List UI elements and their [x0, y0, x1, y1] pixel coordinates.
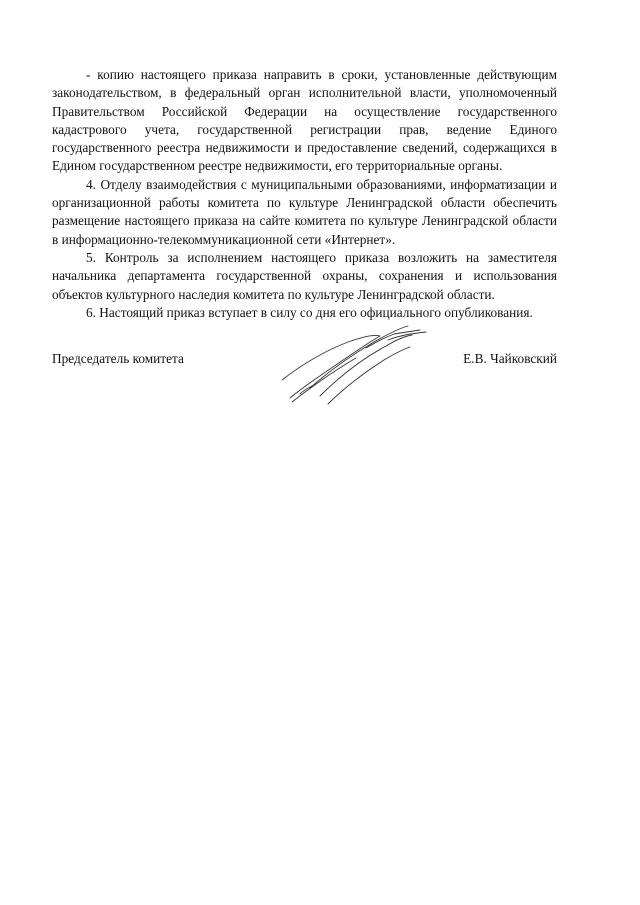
signatory-position: Председатель комитета — [52, 351, 184, 366]
paragraph-4: 4. Отделу взаимодействия с муниципальными образованиями, информатизации и организационной работы комитета по культуре Ленинградской области обеспечить размещение настоящего приказа на сайте комитета по культуре Ленинградской области в информационно-телекоммуникационной сети «Интернет». — [52, 176, 557, 247]
paragraph-6: 6. Настоящий приказ вступает в силу со дня его официального опубликования. — [86, 304, 533, 320]
handwritten-signature — [270, 318, 435, 408]
paragraph-copy-order: - копию настоящего приказа направить в сроки, установленные действующим законодательством, в федеральный орган исполнительной власти, уполномоченный Правительством Российской Федерации на осуществление государственного кадастрового учета, государственной регистрации прав, ведение Единого государственного реестра недвижимости и предоставление сведений, содержащихся в Едином государственном реестре недвижимости, его территориальные органы. — [52, 67, 557, 174]
signatory-name: Е.В. Чайковский — [463, 351, 557, 366]
document-body — [52, 66, 557, 322]
paragraph-5: 5. Контроль за исполнением настоящего приказа возложить на заместителя начальника департамента государственной охраны, сохранения и использования объектов культурного наследия комитета по культуре Ленинградской области. — [52, 249, 557, 302]
